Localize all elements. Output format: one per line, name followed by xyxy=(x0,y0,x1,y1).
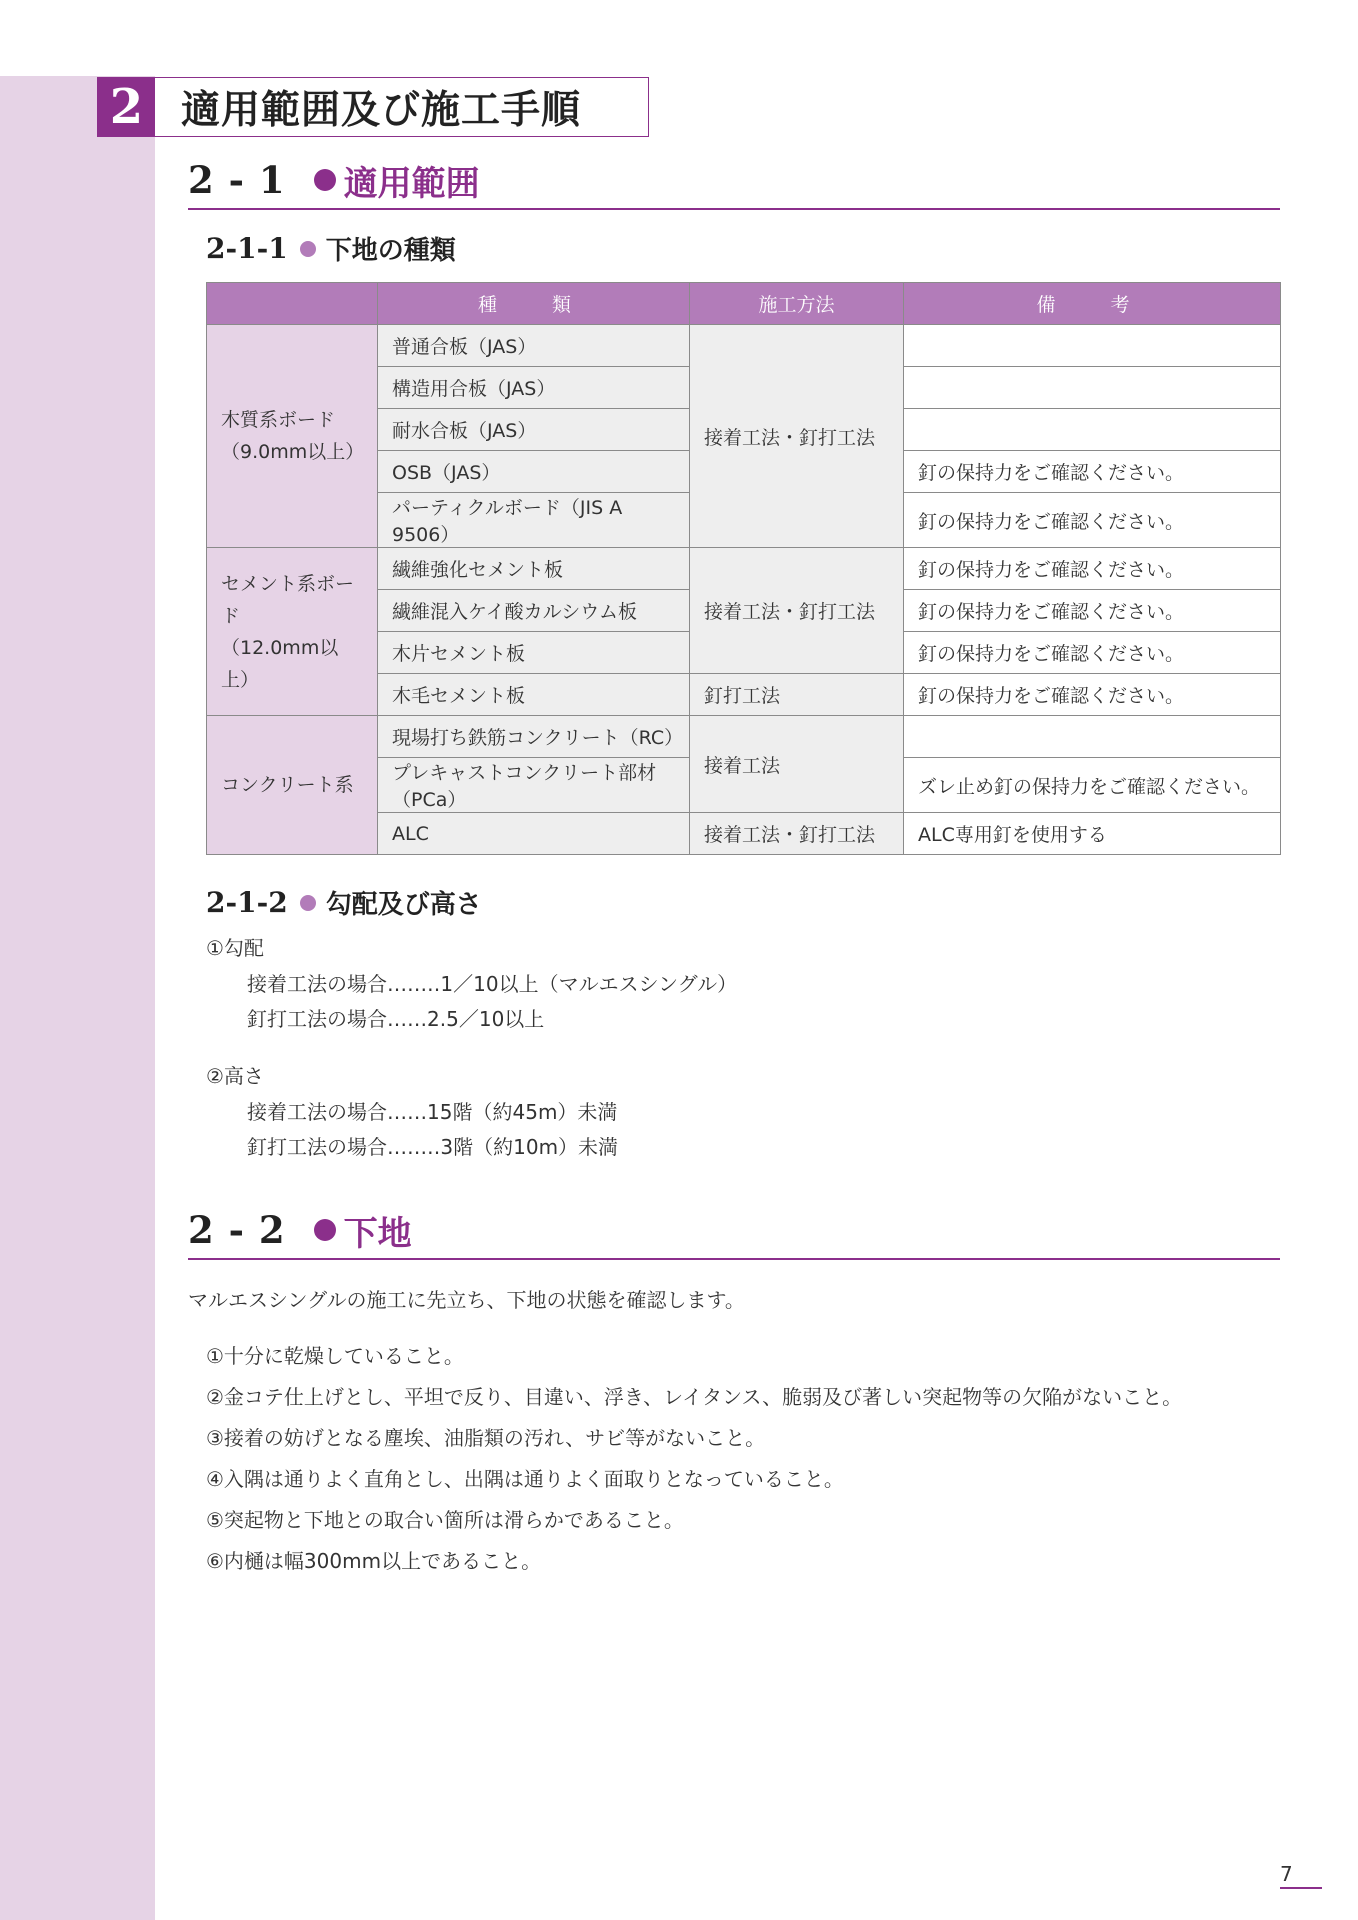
slope-nail-line: 釘打工法の場合‥‥‥2.5／10以上 xyxy=(247,1007,545,1031)
bullet-dot-icon xyxy=(300,241,316,257)
remark-cell: ALC専用釘を使用する xyxy=(904,813,1281,855)
remark-cell xyxy=(904,325,1281,367)
bullet-dot-icon xyxy=(314,169,336,191)
remark-cell: ズレ止め釘の保持力をご確認ください。 xyxy=(904,758,1281,813)
category-cell-cement xyxy=(207,548,378,716)
section-title: 適用範囲 xyxy=(343,163,480,204)
height-label: ②高さ xyxy=(206,1064,264,1088)
section-heading-2-2 xyxy=(188,1202,1280,1260)
header-cell-type: 種 類 xyxy=(378,283,690,325)
subsection-number: 2-1-2 xyxy=(206,886,288,919)
intro-text: マルエスシングルの施工に先立ち、下地の状態を確認します。 xyxy=(188,1288,745,1312)
table-row xyxy=(207,716,1281,758)
remark-cell: 釘の保持力をご確認ください。 xyxy=(904,451,1281,493)
method-cell: 接着工法・釘打工法 xyxy=(690,325,904,548)
table-header-row xyxy=(207,283,1281,325)
remark-cell: 釘の保持力をご確認ください。 xyxy=(904,493,1281,548)
subsection-title: 下地の種類 xyxy=(325,236,456,266)
bullet-dot-icon xyxy=(314,1219,336,1241)
method-cell: 接着工法・釘打工法 xyxy=(690,548,904,674)
type-cell: プレキャストコンクリート部材（PCa） xyxy=(378,758,690,813)
list-item: ①十分に乾燥していること。 xyxy=(206,1344,464,1368)
list-item: ②金コテ仕上げとし、平坦で反り、目違い、浮き、レイタンス、脆弱及び著しい突起物等の欠陥がないこと。 xyxy=(206,1385,1183,1409)
list-item: ⑥内樋は幅300mm以上であること。 xyxy=(206,1549,542,1573)
substrate-table xyxy=(206,282,1281,855)
list-item: ③接着の妨げとなる塵埃、油脂類の汚れ、サビ等がないこと。 xyxy=(206,1426,766,1450)
remark-cell xyxy=(904,716,1281,758)
page-number: 7 xyxy=(1280,1862,1293,1886)
subsection-title: 勾配及び高さ xyxy=(325,890,482,920)
section-number: 2 - 1 xyxy=(188,158,286,202)
type-cell: パーティクルボード（JIS A 9506） xyxy=(378,493,690,548)
chapter-title: 適用範囲及び施工手順 xyxy=(181,88,582,133)
remark-cell: 釘の保持力をご確認ください。 xyxy=(904,590,1281,632)
category-cell-concrete xyxy=(207,716,378,855)
header-cell-remark: 備 考 xyxy=(904,283,1281,325)
section-title: 下地 xyxy=(343,1213,412,1254)
remark-cell xyxy=(904,409,1281,451)
method-cell: 釘打工法 xyxy=(690,674,904,716)
category-label: コンクリート系 xyxy=(221,774,354,796)
category-sublabel: （12.0mm以上） xyxy=(221,636,339,691)
slope-label: ①勾配 xyxy=(206,936,264,960)
bullet-dot-icon xyxy=(300,895,316,911)
list-item: ⑤突起物と下地との取合い箇所は滑らかであること。 xyxy=(206,1508,684,1532)
height-nail-line: 釘打工法の場合‥‥‥‥3階（約10m）未満 xyxy=(247,1135,619,1159)
type-cell: 耐水合板（JAS） xyxy=(378,409,690,451)
slope-adhesive-line: 接着工法の場合‥‥‥‥1／10以上（マルエスシングル） xyxy=(247,972,738,996)
chapter-heading xyxy=(97,77,649,137)
method-cell: 接着工法 xyxy=(690,716,904,813)
category-sublabel: （9.0mm以上） xyxy=(221,441,365,463)
chapter-number: 2 xyxy=(98,78,155,136)
type-cell: 繊維混入ケイ酸カルシウム板 xyxy=(378,590,690,632)
remark-cell xyxy=(904,367,1281,409)
height-adhesive-line: 接着工法の場合‥‥‥15階（約45m）未満 xyxy=(247,1100,618,1124)
section-heading-2-1 xyxy=(188,152,1280,210)
type-cell: 構造用合板（JAS） xyxy=(378,367,690,409)
type-cell: OSB（JAS） xyxy=(378,451,690,493)
list-item: ④入隅は通りよく直角とし、出隅は通りよく面取りとなっていること。 xyxy=(206,1467,844,1491)
remark-cell: 釘の保持力をご確認ください。 xyxy=(904,674,1281,716)
header-cell-empty xyxy=(207,283,378,325)
side-bar xyxy=(0,76,155,1920)
header-cell-method: 施工方法 xyxy=(690,283,904,325)
method-cell: 接着工法・釘打工法 xyxy=(690,813,904,855)
remark-cell: 釘の保持力をご確認ください。 xyxy=(904,548,1281,590)
subsection-number: 2-1-1 xyxy=(206,232,288,265)
table-row xyxy=(207,548,1281,590)
remark-cell: 釘の保持力をご確認ください。 xyxy=(904,632,1281,674)
category-cell-wood xyxy=(207,325,378,548)
table-row xyxy=(207,325,1281,367)
subsection-heading-2-1-2 xyxy=(206,884,482,921)
category-label: セメント系ボード xyxy=(221,572,355,627)
subsection-heading-2-1-1 xyxy=(206,230,456,267)
page-number-underline xyxy=(1280,1887,1322,1889)
category-label: 木質系ボード xyxy=(221,409,336,431)
type-cell: 現場打ち鉄筋コンクリート（RC） xyxy=(378,716,690,758)
type-cell: 木毛セメント板 xyxy=(378,674,690,716)
type-cell: 木片セメント板 xyxy=(378,632,690,674)
type-cell: 普通合板（JAS） xyxy=(378,325,690,367)
type-cell: 繊維強化セメント板 xyxy=(378,548,690,590)
section-number: 2 - 2 xyxy=(188,1208,286,1252)
type-cell: ALC xyxy=(378,813,690,855)
